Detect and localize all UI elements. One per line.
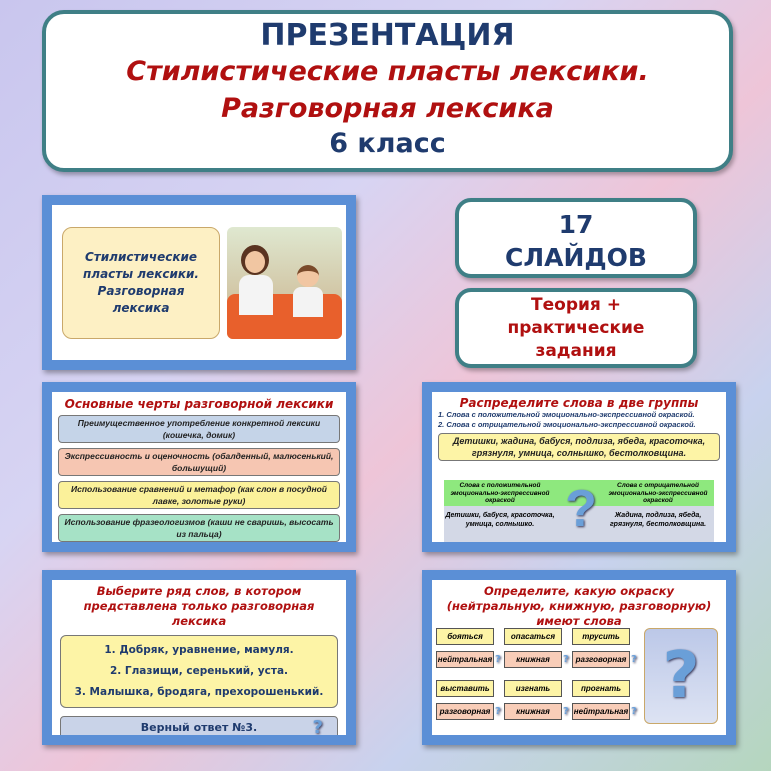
question-mark-icon: ? (563, 706, 569, 717)
column-1-answer: Детишки, бабуся, красоточка, умница, солнышко. (445, 512, 555, 528)
slide5-title: Определите, какую окраску (нейтральную, книжную, разговорную) имеют слова (446, 584, 712, 628)
feature-item: Экспрессивность и оценочность (обалденный, малюсенький, большущий) (58, 448, 340, 476)
question-mark-icon: ? (662, 639, 700, 713)
column-2-header: Слова с отрицательной эмоционально-экспрессивной окраской (608, 482, 708, 504)
answer-box: книжная (504, 703, 562, 720)
question-mark-icon: ? (631, 654, 637, 665)
slide2-title: Основные черты разговорной лексики (64, 397, 334, 411)
question-mark-icon: ? (563, 654, 569, 665)
answer-table (444, 480, 714, 542)
slide3-title: Распределите слова в две группы (459, 396, 699, 410)
answer-box: разговорная (572, 651, 630, 668)
slide1-title: Стилистические пласты лексики. Разговорная лексика (62, 227, 220, 339)
word-box: трусить (572, 628, 630, 645)
slide-preview-3 (422, 382, 736, 552)
option-3: 3. Малышка, бродяга, прехорошенький. (74, 686, 324, 698)
illustration-mother-child (227, 227, 342, 339)
task-1: 1. Слова с положительной эмоционально-экспрессивной окраской. (438, 410, 695, 419)
content-box: Теория + практические задания (455, 288, 697, 368)
answer-box: нейтральная (572, 703, 630, 720)
title-banner (42, 10, 733, 172)
question-mark-icon: ? (631, 706, 637, 717)
answer-box: книжная (504, 651, 562, 668)
task-2: 2. Слова с отрицательной эмоционально-экспрессивной окраской. (438, 420, 696, 429)
answer-box: нейтральная (436, 651, 494, 668)
slide-count-box (455, 198, 697, 278)
word-box: прогнать (572, 680, 630, 697)
answer-text: Верный ответ №3. (140, 721, 258, 734)
slide-preview-2 (42, 382, 356, 552)
slide-count: 17 (558, 210, 594, 239)
feature-item: Использование фразеологизмов (каши не сваришь, высосать из пальца) (58, 514, 340, 542)
word-box: выставить (436, 680, 494, 697)
answer-box (60, 716, 338, 735)
slide-preview-4 (42, 570, 356, 745)
column-1-header: Слова с положительной эмоционально-экспрессивной окраской (450, 482, 550, 504)
question-mark-icon: ? (495, 654, 501, 665)
presentation-label: ПРЕЗЕНТАЦИЯ (260, 18, 515, 53)
option-1: 1. Добряк, уравнение, мамуля. (104, 644, 294, 656)
grade: 6 класс (329, 128, 446, 159)
question-panel (644, 628, 718, 724)
question-mark-icon: ? (495, 706, 501, 717)
word-box: бояться (436, 628, 494, 645)
slide-preview-5 (422, 570, 736, 745)
column-2-answer: Жадина, подлиза, ябеда, грязнуля, бестолковщина. (609, 512, 707, 528)
slide-preview-1 (42, 195, 356, 370)
question-mark-icon: ? (565, 480, 597, 538)
word-box: опасаться (504, 628, 562, 645)
option-2: 2. Глазищи, серенький, уста. (109, 665, 289, 677)
options-box (60, 635, 338, 708)
question-mark-icon: ? (312, 717, 323, 735)
slide-count-label: СЛАЙДОВ (505, 243, 647, 272)
answer-box: разговорная (436, 703, 494, 720)
word-list: Детишки, жадина, бабуся, подлиза, ябеда, красоточка, грязнуля, умница, солнышко, бестолковщина. (438, 433, 720, 461)
title-line-1: Стилистические пласты лексики. (126, 56, 649, 87)
slide4-title: Выберите ряд слов, в котором представлена только разговорная лексика (83, 584, 315, 628)
feature-item: Преимущественное употребление конкретной лексики (кошечка, домик) (58, 415, 340, 443)
word-box: изгнать (504, 680, 562, 697)
title-line-2: Разговорная лексика (221, 93, 554, 124)
feature-item: Использование сравнений и метафор (как слон в посудной лавке, золотые руки) (58, 481, 340, 509)
